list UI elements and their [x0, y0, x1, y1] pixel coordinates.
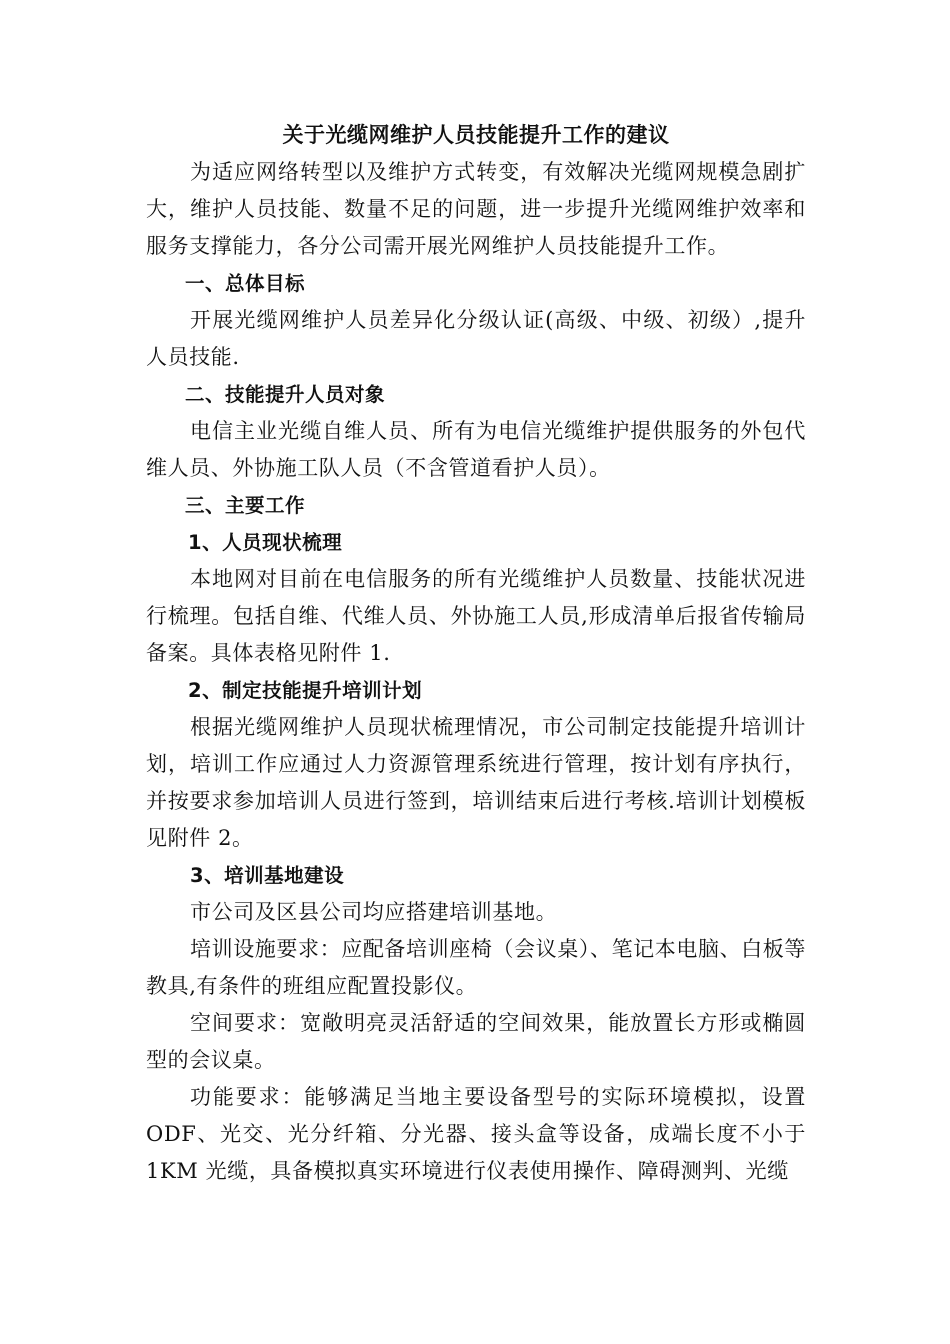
subsection-heading-staff-review: 1、人员现状梳理	[188, 531, 343, 554]
subsection-body-staff-review: 本地网对目前在电信服务的所有光缆维护人员数量、技能状况进行梳理。包括自维、代维人员、外协施工人员,形成清单后报省传输局备案。具体表格见附件 1.	[146, 567, 806, 665]
section-heading-main-work: 三、主要工作	[185, 494, 306, 517]
training-base-paragraph-2: 培训设施要求：应配备培训座椅（会议桌）、笔记本电脑、白板等教具,有条件的班组应配置投影仪。	[146, 937, 806, 998]
training-base-paragraph-1: 市公司及区县公司均应搭建培训基地。	[190, 900, 558, 924]
section-body-target-staff: 电信主业光缆自维人员、所有为电信光缆维护提供服务的外包代维人员、外协施工队人员（不含管道看护人员）。	[146, 419, 806, 480]
section-body-goal: 开展光缆网维护人员差异化分级认证(高级、中级、初级）,提升人员技能.	[146, 308, 806, 369]
section-heading-target-staff: 二、技能提升人员对象	[185, 383, 386, 406]
training-base-paragraph-3: 空间要求：宽敞明亮灵活舒适的空间效果，能放置长方形或椭圆型的会议桌。	[146, 1011, 806, 1072]
document-body	[146, 118, 806, 1190]
document-title: 关于光缆网维护人员技能提升工作的建议	[282, 122, 670, 147]
intro-paragraph: 为适应网络转型以及维护方式转变，有效解决光缆网规模急剧扩大，维护人员技能、数量不足的问题，进一步提升光缆网维护效率和服务支撑能力，各分公司需开展光网维护人员技能提升工作。	[146, 160, 806, 258]
section-heading-goal: 一、总体目标	[185, 272, 306, 295]
subsection-body-training-plan: 根据光缆网维护人员现状梳理情况，市公司制定技能提升培训计划，培训工作应通过人力资源管理系统进行管理，按计划有序执行，并按要求参加培训人员进行签到，培训结束后进行考核.培训计划模板见附件 2。	[146, 715, 806, 850]
subsection-heading-training-plan: 2、制定技能提升培训计划	[188, 679, 423, 702]
subsection-heading-training-base: 3、培训基地建设	[190, 864, 345, 887]
training-base-paragraph-4: 功能要求：能够满足当地主要设备型号的实际环境模拟，设置ODF、光交、光分纤箱、分光器、接头盒等设备，成端长度不小于1KM 光缆，具备模拟真实环境进行仪表使用操作、障碍测判、光缆	[146, 1085, 806, 1183]
